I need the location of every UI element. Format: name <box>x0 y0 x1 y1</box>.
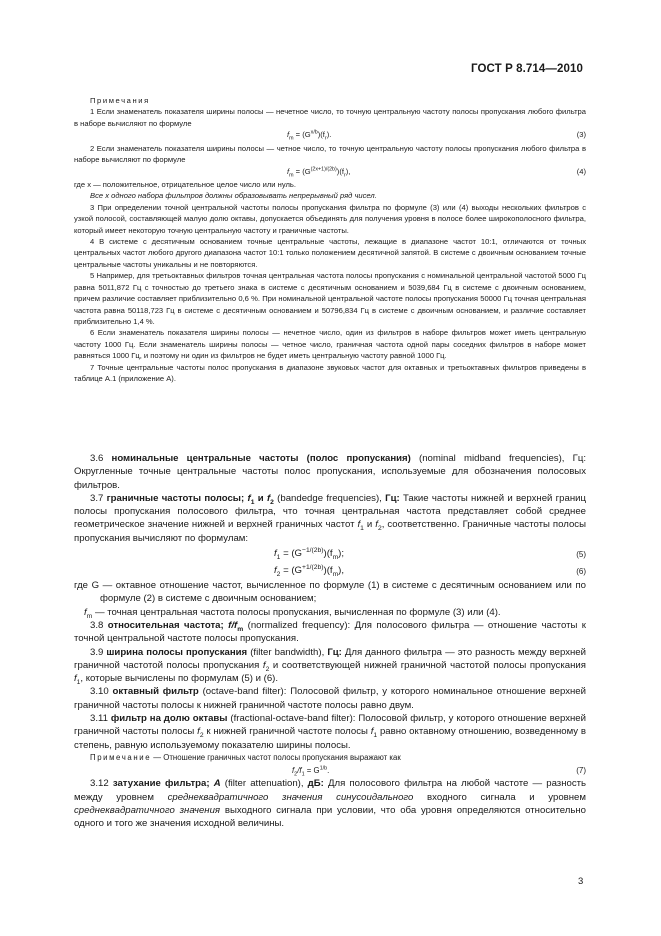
equation-3: $f_m = (G^{x/b})(f_r)$. (3) <box>287 129 586 142</box>
definition-3-12: 3.12 затухание фильтра; A (filter attenuation), дБ: Для полосового фильтра на любой частоте — разность между уровнем среднеквадратичного значения синусоидального входного сигнала и уровнем среднеквадратичного значения выходного сигнала при условии, что оба уровня определяются относительно одного и того же значения исходной величины. <box>74 778 587 830</box>
where-fm: $f_m$ — точная центральная частота полосы пропускания, вычисленная по формуле (3) или (4). <box>84 606 501 620</box>
definition-3-8: 3.8 относительная частота; $f/f_m$ (normalized frequency): Для полосового фильтра — отношение частоты к точной центральной частоте полосы пропускания. <box>74 619 586 645</box>
equation-number: (4) <box>576 166 586 176</box>
note-1: 1 Если знаменатель показателя ширины полосы — нечетное число, то точную центральную частоту полосы пропускания любого фильтра в наборе вычисляют по формуле <box>74 107 586 128</box>
equation-number: (7) <box>576 766 586 776</box>
note-3: 3 При определении точной центральной частоты полосы пропускания фильтра по формуле (3) или (4) выходы нескольких фильтров с узкой полосой, составляющей малую долю октавы, допускается объединять для получения уровня в полосе более широкополосного фильтра, который имеет некоторую точную центральную частоту и граничные частоты. <box>74 202 586 235</box>
note-5: 5 Например, для третьоктавных фильтров точная центральная частота полосы пропускания с номинальной центральной частотой 5000 Гц равна 5011,872 Гц с точностью до третьего знака в системе с десятичным основанием и 5039,684 Гц в системе с двоичным основанием, причем различие составляет приблизительно 0,6 %. При номинальной центральной частоте полосы пропускания 50000 Гц точная центральная частота равна 50118,723 Гц в системе с десятичным основанием и 50796,834 Гц в системе с двоичным основанием, и различие составляет приблизительно 1,4 %. <box>74 271 586 326</box>
notes-title: Примечания <box>90 96 150 105</box>
definition-3-10: 3.10 октавный фильтр (octave-band filter): Полосовой фильтр, у которого номинальное отношение верхней граничной частоты полосы к нижней граничной частоте полосы равно двум. <box>74 686 586 711</box>
note-3-11: Примечание — Отношение граничных частот полосы пропускания выражают как <box>90 752 401 762</box>
definition-3-11: 3.11 фильтр на долю октавы (fractional-octave-band filter): Полосовой фильтр, у которого отношение верхней граничной частоты полосы $f_2$ к нижней граничной частоте полосы $f_1$ равно октавному отношению, возведенному в степень, равную используемому показателю ширины полосы. <box>74 713 586 751</box>
equation-5: $f_1 = (G^{-1/(2b)})(f_m)$; (5) <box>274 546 586 561</box>
notes-block <box>74 95 586 384</box>
equation-6: $f_2 = (G^{+1/(2b)})(f_m)$, (6) <box>274 563 586 578</box>
where-x: где x — положительное, отрицательное целое число или нуль. <box>74 180 296 190</box>
note-4: 4 В системе с десятичным основанием точные центральные частоты, лежащие в диапазоне частот 10:1, отличаются от точных центральных частот любого другого диапазона частот 10:1 только положением десятичной запятой. В системе с двоичным основанием точные центральные частоты уникальны и не повторяются. <box>74 237 586 269</box>
definition-3-9: 3.9 ширина полосы пропускания (filter bandwidth), Гц: Для данного фильтра — это разность между верхней граничной частотой полосы пропускания $f_2$ и соответствующей нижней граничной частотой полосы пропускания $f_1$, которые вычислены по формулам (5) и (6). <box>74 646 587 687</box>
equation-number: (6) <box>576 567 586 577</box>
equation-7: $f_2/f_1 = G^{1/b}$. (7) <box>292 765 586 778</box>
definition-3-6: 3.6 номинальные центральные частоты (полос пропускания) (nominal midband frequencies), Гц: Округленные точные центральные частоты полос пропускания, используемые для обозначения полосовых фильтров. <box>74 453 586 491</box>
definition-3-7: 3.7 граничные частоты полосы; $f_1$ и $f_2$ (bandedge frequencies), Гц: Такие частоты нижней и верхней границ полосы пропускания полосового фильтра, что точная центральная частота представляет собой среднее геометрическое значение нижней и верхней граничных частот $f_1$ и $f_2$, соответственно. Граничные частоты полосы пропускания вычисляют по формулам: <box>74 492 587 544</box>
note-7: 7 Точные центральные частоты полос пропускания в диапазоне звуковых частот для октавных и третьоктавных фильтров приведены в таблице А.1 (приложение А). <box>74 362 586 383</box>
definitions-block <box>74 452 586 831</box>
equation-number: (3) <box>576 130 586 140</box>
page-number: 3 <box>578 876 584 887</box>
equation-number: (5) <box>576 550 586 560</box>
equation-4: $f_m = (G^{(2x+1)/(2b)})(f_r)$, (4) <box>287 166 586 179</box>
note-6: 6 Если знаменатель показателя ширины полосы — нечетное число, один из фильтров в наборе фильтров может иметь центральную частоту 1000 Гц. Если знаменатель ширины полосы — четное число, граничная частота одной пары соседних фильтров в наборе может равняться 1000 Гц, и поэтому ни один из фильтров не будет иметь центральную частоту равной 1000 Гц. <box>74 328 586 361</box>
continuous-series-note: Все x одного набора фильтров должны образовывать непрерывный ряд чисел. <box>90 191 377 201</box>
where-g: где G — октавное отношение частот, вычисленное по формуле (1) в системе с десятичным основанием или по формуле (2) в системе с двоичным основанием; <box>74 580 586 605</box>
standard-header: ГОСТ Р 8.714—2010 <box>471 63 583 75</box>
note-2: 2 Если знаменатель показателя ширины полосы — четное число, то точную центральную частоту полосы пропускания любого фильтра в наборе вычисляют по формуле <box>74 143 586 165</box>
